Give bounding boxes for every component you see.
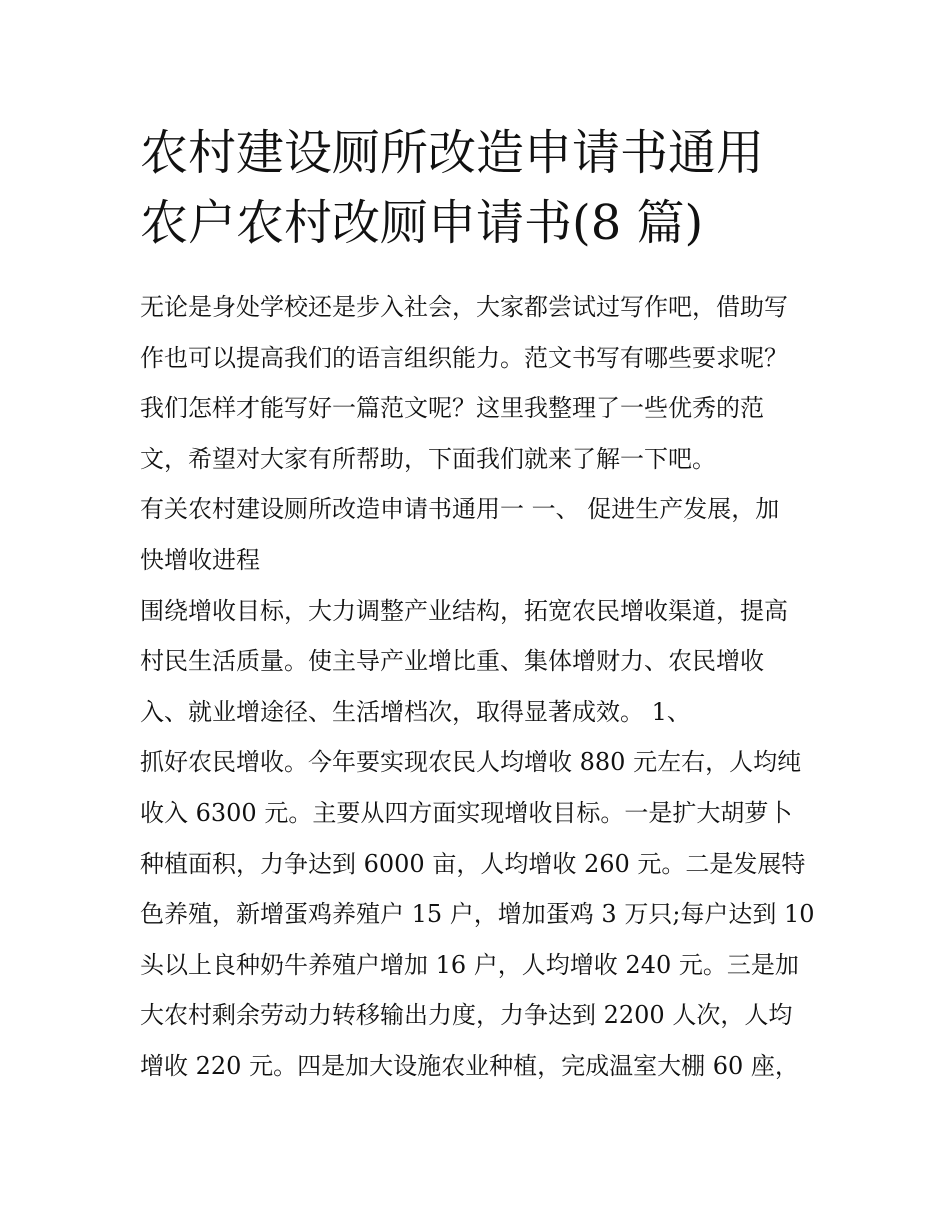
body-line: 入、就业增途径、生活增档次，取得显著成效。 1、 — [140, 697, 691, 726]
body-line: 快增收进程 — [140, 545, 260, 574]
body-line: 有关农村建设厕所改造申请书通用一 一、 促进生产发展，加 — [140, 495, 780, 524]
document-body — [140, 282, 830, 1092]
body-line: 抓好农民增收。今年要实现农民人均增收 880 元左右，人均纯 — [140, 748, 802, 777]
document-title — [140, 118, 830, 258]
body-line: 增收 220 元。四是加大设施农业种植，完成温室大棚 60 座， — [140, 1051, 799, 1080]
body-line: 头以上良种奶牛养殖户增加 16 户，人均增收 240 元。三是加 — [140, 950, 799, 979]
body-line: 文，希望对大家有所帮助，下面我们就来了解一下吧。 — [140, 444, 716, 473]
body-line: 我们怎样才能写好一篇范文呢？这里我整理了一些优秀的范 — [140, 394, 764, 423]
title-line-2: 农户农村改厕申请书(8 篇) — [140, 195, 704, 251]
body-line: 无论是身处学校还是步入社会，大家都尝试过写作吧，借助写 — [140, 293, 788, 321]
body-line: 村民生活质量。使主导产业增比重、集体增财力、农民增收 — [140, 647, 764, 676]
body-line: 围绕增收目标，大力调整产业结构，拓宽农民增收渠道，提高 — [140, 596, 788, 625]
body-line: 种植面积，力争达到 6000 亩，人均增收 260 元。二是发展特 — [140, 849, 806, 878]
body-line: 收入 6300 元。主要从四方面实现增收目标。一是扩大胡萝卜 — [140, 798, 793, 827]
title-line-1: 农村建设厕所改造申请书通用 — [140, 125, 765, 181]
body-line: 大农村剩余劳动力转移输出力度，力争达到 2200 人次，人均 — [140, 1001, 793, 1030]
body-line: 色养殖，新增蛋鸡养殖户 15 户，增加蛋鸡 3 万只;每户达到 10 — [140, 900, 815, 929]
body-line: 作也可以提高我们的语言组织能力。范文书写有哪些要求呢？ — [140, 343, 788, 372]
